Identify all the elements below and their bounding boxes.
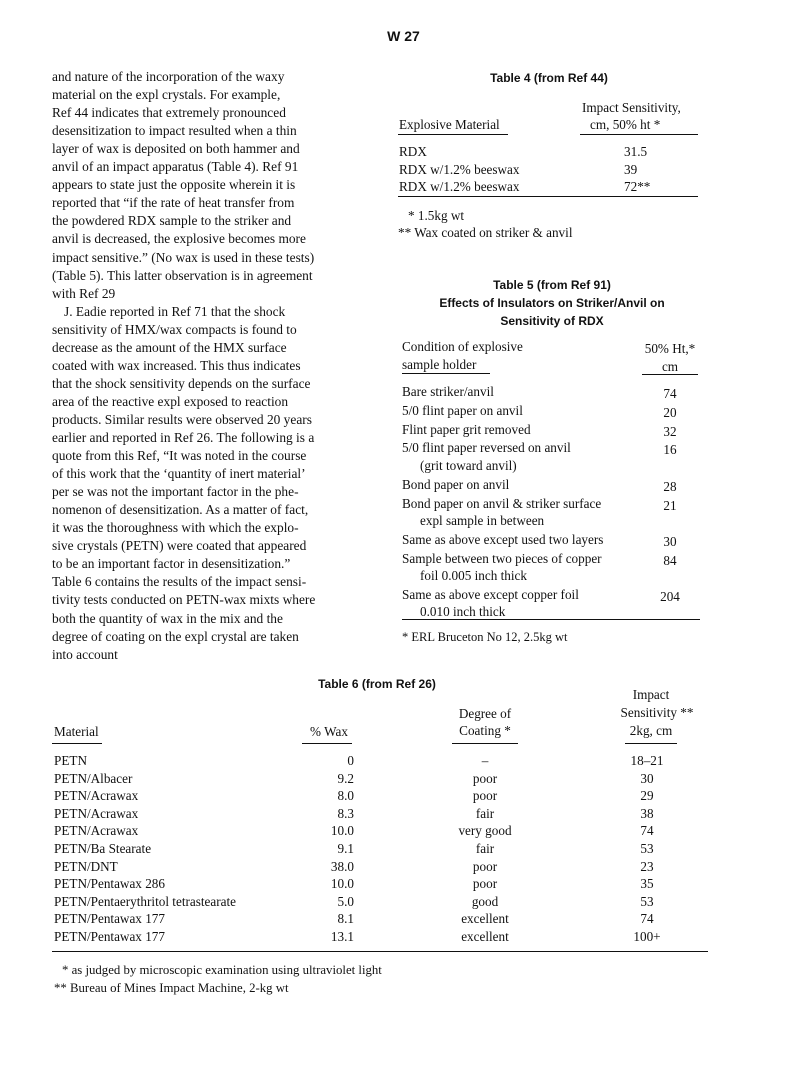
table-6-sensitivity-cell: 35	[640, 876, 654, 892]
body-text-line: both the quantity of wax in the mix and the	[52, 610, 283, 626]
table-4-header-rule-left	[398, 134, 508, 135]
table-6-wax-cell: 8.1	[337, 911, 354, 927]
table-6-coating-cell: excellent	[461, 911, 509, 927]
table-6-material-cell: PETN/Pentaerythritol tetrastearate	[54, 893, 236, 909]
body-text-line: appears to state just the opposite wherein it is	[52, 177, 296, 193]
table-6-coating-cell: very good	[458, 823, 512, 839]
body-text-line: layer of wax is deposited on both hammer and	[52, 141, 300, 157]
table-5-caption-line-2: Effects of Insulators on Striker/Anvil on	[439, 296, 665, 310]
table-5-condition-line: Sample between two pieces of copper	[402, 550, 602, 566]
table-5-value-cell: 20	[663, 404, 677, 420]
body-text-line: earlier and reported in Ref 26. The following is a	[52, 430, 315, 445]
table-6-wax-cell: 9.2	[337, 770, 354, 786]
table-6-header-rule-coating	[452, 743, 518, 744]
table-6-sensitivity-cell: 100+	[633, 929, 661, 944]
table-5-condition-line: Bond paper on anvil	[402, 476, 510, 492]
table-6-coating-cell: fair	[475, 841, 495, 856]
table-6-footnote: * as judged by microscopic examination using ultraviolet light	[62, 963, 382, 977]
table-6-coating-cell: excellent	[461, 929, 509, 944]
body-text-line: quote from this Ref, “It was noted in the course	[52, 448, 307, 464]
table-6-header-degree: Degree of	[458, 706, 512, 721]
table-4-header-rule-right	[580, 134, 698, 135]
table-5	[402, 276, 702, 656]
body-text-line: that the shock sensitivity depends on the surface	[52, 375, 311, 391]
body-text-line: per se was not the important factor in the phe-	[52, 484, 299, 500]
table-6-material-cell: PETN/DNT	[54, 858, 118, 874]
table-5-value-cell: 16	[663, 442, 677, 458]
table-6-sensitivity-cell: 23	[640, 858, 654, 874]
body-text-line: tivity tests conducted on PETN-wax mixts where	[52, 592, 316, 608]
table-6-material-cell: PETN/Pentawax 177	[54, 929, 165, 944]
table-6-sensitivity-cell: 30	[640, 770, 654, 786]
table-6-footnote: ** Bureau of Mines Impact Machine, 2-kg wt	[54, 981, 289, 995]
table-4-value-cell: 72**	[624, 179, 651, 194]
table-4-bottom-rule	[398, 196, 698, 197]
body-text-line: to be an important factor in desensitization.”	[52, 556, 291, 572]
table-6-coating-cell: fair	[475, 805, 495, 821]
table-5-value-cell: 30	[663, 533, 677, 549]
page-number: W 27	[387, 28, 420, 44]
table-5-caption-line-3: Sensitivity of RDX	[500, 314, 604, 328]
body-text-line: sive crystals (PETN) were coated that appeared	[52, 538, 307, 554]
table-4-material-cell: RDX	[399, 144, 427, 159]
table-5-condition-line: (grit toward anvil)	[420, 457, 517, 473]
table-6-sensitivity-cell: 74	[640, 911, 654, 927]
table-6-sensitivity-cell: 18–21	[630, 753, 664, 768]
table-5-condition-line: foil 0.005 inch thick	[420, 568, 527, 584]
table-6-wax-cell: 5.0	[337, 893, 354, 909]
table-6-header-coating: Coating *	[459, 723, 511, 738]
table-6-wax-cell: 0	[347, 753, 354, 768]
table-6-sensitivity-cell: 29	[640, 788, 654, 804]
table-6-header-rule-sensitivity	[625, 743, 677, 744]
table-6	[52, 672, 712, 1002]
table-6-wax-cell: 10.0	[330, 876, 354, 892]
table-5-value-cell: 84	[663, 552, 677, 568]
table-6-coating-cell: good	[471, 893, 499, 909]
body-text-line: with Ref 29	[52, 285, 116, 301]
table-6-material-cell: PETN/Pentawax 286	[54, 876, 165, 892]
table-6-coating-cell: –	[481, 753, 489, 768]
table-6-header-impact: Impact	[632, 687, 670, 702]
table-5-header-rule-left	[402, 373, 490, 374]
table-6-coating-cell: poor	[472, 876, 498, 892]
table-5-caption-line-1: Table 5 (from Ref 91)	[493, 278, 611, 292]
body-text-line: (Table 5). This latter observation is in agreement	[52, 267, 313, 283]
table-5-condition-line: 5/0 flint paper on anvil	[402, 402, 523, 418]
table-6-coating-cell: poor	[472, 770, 498, 786]
table-6-material-cell: PETN/Ba Stearate	[54, 841, 152, 856]
body-text-line: products. Similar results were observed 20 years	[52, 411, 312, 427]
table-4-value-cell: 31.5	[624, 144, 648, 159]
body-text-line: impact sensitive.” (No wax is used in these tests)	[52, 249, 315, 265]
table-5-condition-line: Bare striker/anvil	[402, 384, 494, 399]
table-4-caption: Table 4 (from Ref 44)	[490, 71, 608, 85]
table-5-condition-line: Same as above except used two layers	[402, 531, 604, 547]
body-text-line: material on the expl crystals. For example,	[52, 87, 281, 103]
body-text-line: desensitization to impact resulted when a thin	[52, 123, 297, 139]
table-4-footnote: ** Wax coated on striker & anvil	[398, 225, 573, 240]
table-6-sensitivity-cell: 53	[640, 893, 654, 909]
table-6-header-wax: % Wax	[310, 724, 348, 739]
table-5-condition-line: expl sample in between	[420, 513, 545, 528]
table-5-value-cell: 21	[663, 497, 677, 513]
table-4-value-cell: 39	[624, 161, 638, 177]
body-text-line: nomenon of desensitization. As a matter of fact,	[52, 502, 309, 518]
body-text-line: it was the thoroughness with which the explo-	[52, 520, 299, 536]
table-5-header-rule-right	[642, 374, 698, 375]
body-text-line: into account	[52, 646, 118, 662]
table-6-sensitivity-cell: 74	[640, 823, 654, 839]
table-5-header-condition-2: sample holder	[402, 357, 477, 372]
table-6-material-cell: PETN/Acrawax	[54, 805, 139, 821]
table-6-coating-cell: poor	[472, 788, 498, 804]
table-6-coating-cell: poor	[472, 858, 498, 874]
table-6-material-cell: PETN/Pentawax 177	[54, 911, 165, 927]
table-6-material-cell: PETN/Albacer	[54, 770, 133, 786]
table-5-bottom-rule	[402, 619, 700, 620]
table-5-value-cell: 28	[663, 478, 677, 494]
body-text-line: coated with wax increased. This thus indicates	[52, 357, 301, 373]
table-5-condition-line: Bond paper on anvil & striker surface	[402, 495, 602, 511]
body-text-line: Table 6 contains the results of the impact sensi-	[52, 574, 307, 590]
body-text-line: area of the reactive expl exposed to reaction	[52, 393, 289, 409]
table-6-header-sensitivity: Sensitivity **	[620, 705, 694, 720]
table-6-wax-cell: 9.1	[337, 841, 354, 856]
table-4-header-impact: Impact Sensitivity,	[582, 100, 681, 115]
body-text-line: sensitivity of HMX/wax compacts is found to	[52, 321, 297, 337]
body-text-line: degree of coating on the expl crystal are taken	[52, 628, 299, 644]
table-6-caption: Table 6 (from Ref 26)	[318, 677, 436, 691]
table-6-wax-cell: 38.0	[330, 858, 354, 874]
body-text-line: the powdered RDX sample to the striker and	[52, 213, 292, 229]
table-4-header-units: cm, 50% ht *	[590, 117, 661, 132]
table-4-material-cell: RDX w/1.2% beeswax	[399, 161, 520, 177]
body-text-line: anvil of an impact apparatus (Table 4). Ref 91	[52, 159, 299, 175]
table-6-bottom-rule	[52, 951, 708, 952]
table-4-header-material: Explosive Material	[399, 117, 500, 132]
table-5-condition-line: Same as above except copper foil	[402, 586, 579, 602]
table-6-sensitivity-cell: 38	[640, 805, 654, 821]
table-6-material-cell: PETN/Acrawax	[54, 823, 139, 839]
table-6-header-rule-material	[52, 743, 102, 744]
table-5-condition-line: Flint paper grit removed	[402, 421, 531, 437]
body-text-line: J. Eadie reported in Ref 71 that the shock	[64, 303, 286, 319]
body-text-line: Ref 44 indicates that extremely pronounced	[52, 105, 286, 121]
table-6-wax-cell: 8.3	[337, 805, 354, 821]
table-5-footnote: * ERL Bruceton No 12, 2.5kg wt	[402, 630, 568, 644]
table-5-header-height: 50% Ht,*	[644, 341, 696, 356]
table-5-condition-line: 0.010 inch thick	[420, 604, 506, 620]
table-6-wax-cell: 10.0	[330, 823, 354, 839]
table-6-wax-cell: 13.1	[330, 929, 354, 944]
table-6-header-material: Material	[54, 724, 99, 739]
body-text-line: reported that “if the rate of heat transfer from	[52, 195, 295, 211]
table-6-header-units: 2kg, cm	[629, 723, 673, 738]
table-6-material-cell: PETN/Acrawax	[54, 788, 139, 804]
table-6-header-rule-wax	[302, 743, 352, 744]
table-5-header-condition: Condition of explosive	[402, 339, 523, 354]
table-4-material-cell: RDX w/1.2% beeswax	[399, 179, 520, 194]
body-text-line: anvil is decreased, the explosive becomes more	[52, 231, 306, 247]
table-4-footnote: * 1.5kg wt	[408, 208, 465, 223]
table-5-condition-line: 5/0 flint paper reversed on anvil	[402, 440, 571, 456]
body-text-line: decrease as the amount of the HMX surface	[52, 339, 287, 355]
table-5-header-height-units: cm	[661, 359, 679, 374]
table-5-value-cell: 74	[663, 386, 677, 401]
table-5-value-cell: 204	[660, 588, 680, 604]
table-5-value-cell: 32	[663, 423, 677, 439]
table-6-material-cell: PETN	[54, 753, 87, 768]
table-4	[398, 68, 700, 243]
table-6-wax-cell: 8.0	[337, 788, 354, 804]
body-text-line: and nature of the incorporation of the waxy	[52, 69, 285, 84]
body-text-line: of this work that the ‘quantity of inert material’	[52, 466, 306, 482]
table-6-sensitivity-cell: 53	[640, 841, 654, 856]
